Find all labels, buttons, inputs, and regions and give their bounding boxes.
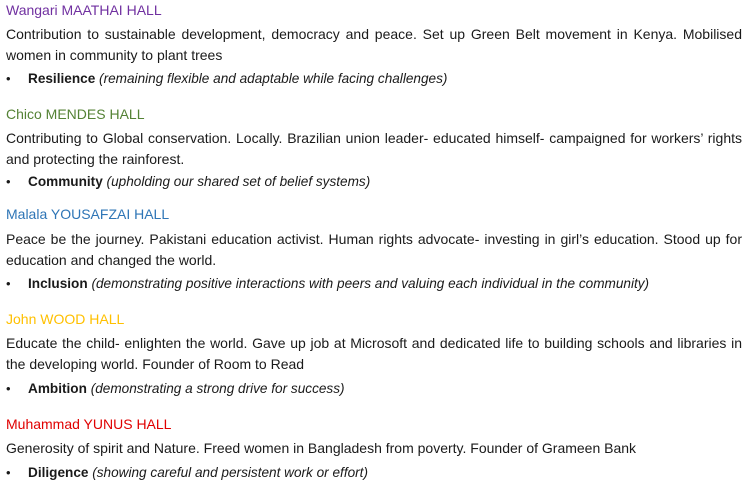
hall-description: Educate the child- enlighten the world. Gave up job at Microsoft and dedicated life to building schools and libraries in the developing world. Founder of Room to Read — [6, 335, 742, 372]
value-description: (demonstrating positive interactions with peers and valuing each individual in the community) — [91, 276, 650, 291]
hall-value-bullet — [6, 275, 649, 293]
bullet-icon: • — [6, 71, 11, 86]
value-name: Community — [28, 174, 103, 189]
value-description: (remaining flexible and adaptable while facing challenges) — [99, 71, 448, 86]
value-description: (upholding our shared set of belief systems) — [106, 174, 371, 189]
bullet-icon: • — [6, 174, 11, 189]
hall-description: Contribution to sustainable development, democracy and peace. Set up Green Belt movement in Kenya. Mobilised women in community to plant trees — [6, 26, 742, 63]
value-name: Ambition — [28, 381, 87, 396]
value-name: Diligence — [28, 465, 89, 480]
hall-heading: Chico MENDES HALL — [6, 106, 145, 122]
hall-heading: John WOOD HALL — [6, 311, 125, 327]
hall-value-bullet — [6, 70, 447, 88]
hall-value-bullet — [6, 173, 370, 191]
bullet-icon: • — [6, 276, 11, 291]
hall-description: Peace be the journey. Pakistani education activist. Human rights advocate- investing in girl’s education. Stood up for education and changed the world. — [6, 231, 742, 268]
hall-description: Generosity of spirit and Nature. Freed women in Bangladesh from poverty. Founder of Grameen Bank — [6, 440, 637, 456]
hall-description: Contributing to Global conservation. Locally. Brazilian union leader- educated himself- campaigned for workers’ rights and protecting the rainforest. — [6, 130, 742, 167]
hall-value-bullet — [6, 380, 345, 398]
hall-heading: Muhammad YUNUS HALL — [6, 416, 172, 432]
hall-heading: Wangari MAATHAI HALL — [6, 2, 162, 18]
value-name: Inclusion — [28, 276, 88, 291]
value-description: (showing careful and persistent work or effort) — [92, 465, 368, 480]
bullet-icon: • — [6, 465, 11, 480]
value-name: Resilience — [28, 71, 96, 86]
hall-heading: Malala YOUSAFZAI HALL — [6, 206, 170, 222]
value-description: (demonstrating a strong drive for success) — [90, 381, 345, 396]
bullet-icon: • — [6, 381, 11, 396]
hall-value-bullet — [6, 464, 368, 482]
